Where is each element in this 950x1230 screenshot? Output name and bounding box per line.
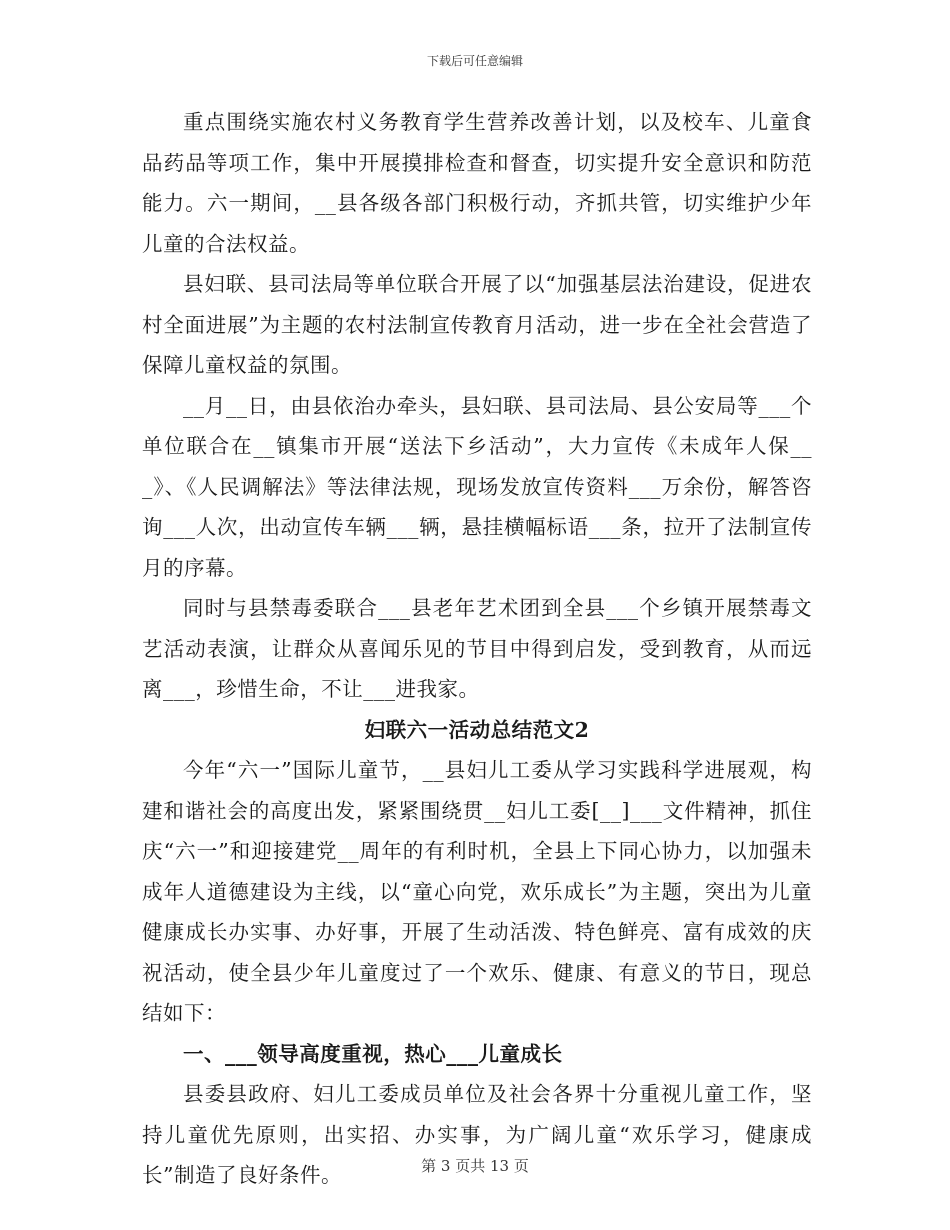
section-body: 县委县政府、妇儿工委成员单位及社会各界十分重视儿童工作，坚持儿童优先原则，出实招、办实事，为广阔儿童“欢乐学习，健康成长”制造了良好条件。: [142, 1082, 812, 1187]
paragraph-3: __月__日，由县依治办牵头，县妇联、县司法局、县公安局等___个单位联合在__镇集市开展“送法下乡活动”，大力宣传《未成年人保___》、《人民调解法》等法律法规，现场发放宣传资料___万余份，解答咨询___人次，出动宣传车辆___辆，悬挂横幅标语___条，拉开了法制宣传月的序幕。: [142, 393, 812, 580]
paragraph-4: 同时与县禁毒委联合___县老年艺术团到全县___个乡镇开展禁毒文艺活动表演，让群众从喜闻乐见的节目中得到启发，受到教育，从而远离___，珍惜生命，不让___进我家。: [142, 596, 812, 701]
paragraph-2: 县妇联、县司法局等单位联合开展了以“加强基层法治建设，促进农村全面进展”为主题的农村法制宣传教育月活动，进一步在全社会营造了保障儿童权益的氛围。: [142, 272, 812, 377]
section-title: 妇联六一活动总结范文2: [364, 717, 590, 742]
section-subheading: 一、___领导高度重视，热心___儿童成长: [183, 1041, 563, 1066]
page-header-note: 下载后可任意编辑: [426, 54, 523, 68]
page-number: 第 3 页共 13 页: [421, 1157, 529, 1175]
section-intro: 今年“六一”国际儿童节，__县妇儿工委从学习实践科学进展观，构建和谐社会的高度出发，紧紧围绕贯__妇儿工委[__]___文件精神，抓住庆“六一”和迎接建党__周年的有利时机，全县上下同心协力，以加强未成年人道德建设为主线，以“童心向党，欢乐成长”为主题，突出为儿童健康成长办实事、办好事，开展了生动活泼、特色鲜亮、富有成效的庆祝活动，使全县少年儿童度过了一个欢乐、健康、有意义的节日，现总结如下：: [142, 758, 812, 1025]
document-body: [142, 102, 812, 1196]
paragraph-1: 重点围绕实施农村义务教育学生营养改善计划，以及校车、儿童食品药品等项工作，集中开展摸排检查和督查，切实提升安全意识和防范能力。六一期间，__县各级各部门积极行动，齐抓共管，切实维护少年儿童的合法权益。: [142, 110, 812, 256]
